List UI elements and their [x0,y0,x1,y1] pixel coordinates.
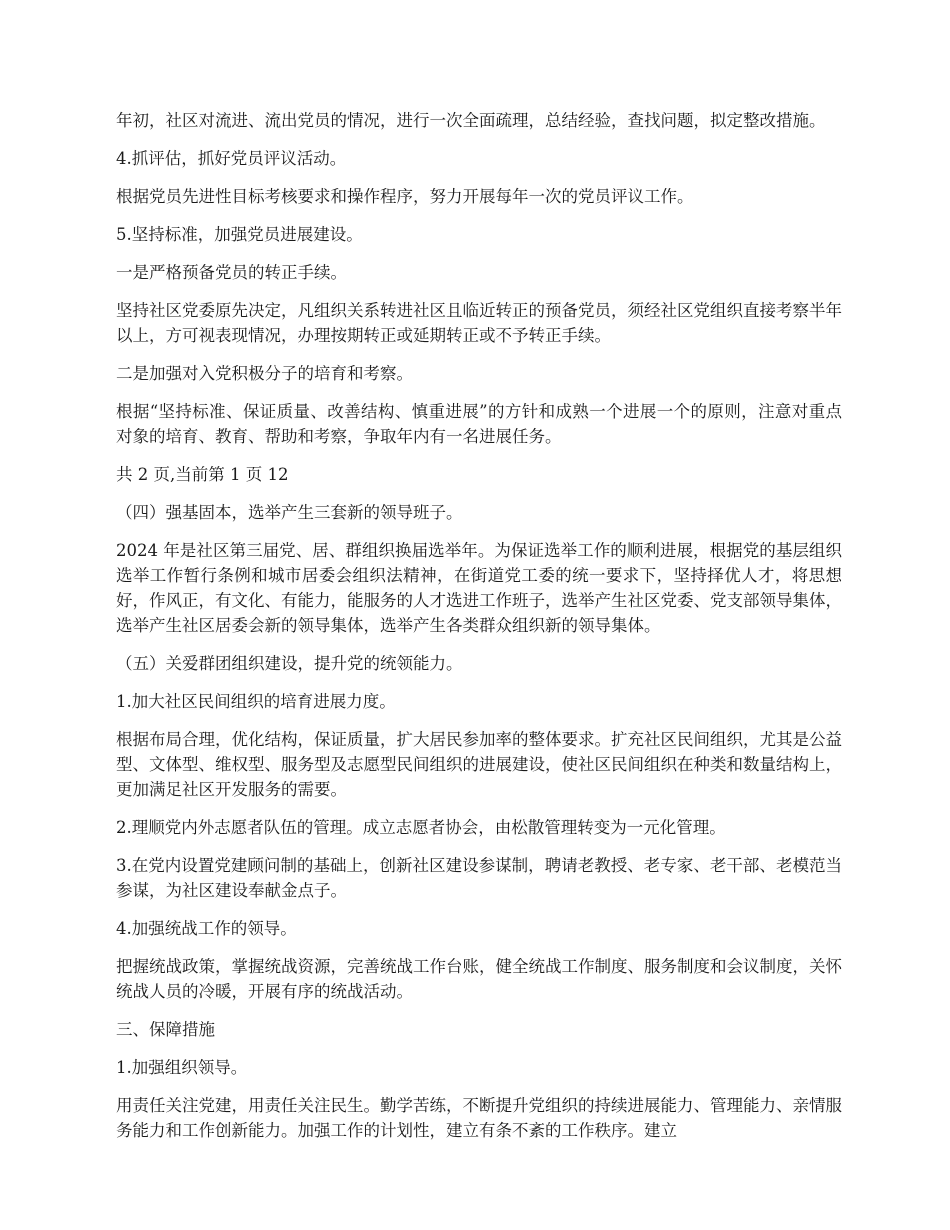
paragraph: 1.加强组织领导。 [116,1058,248,1077]
paragraph: （五）关爱群团组织建设，提升党的统领能力。 [116,654,463,673]
paragraph: 4.加强统战工作的领导。 [116,919,297,938]
paragraph: 坚持社区党委原先决定，凡组织关系转进社区且临近转正的预备党员，须经社区党组织直接考察半年以上，方可视表现情况，办理按期转正或延期转正或不予转正手续。 [116,301,842,345]
paragraph: 年初，社区对流进、流出党员的情况，进行一次全面疏理，总结经验，查找问题，拟定整改措施。 [116,111,826,130]
paragraph: 根据党员先进性目标考核要求和操作程序，努力开展每年一次的党员评议工作。 [116,187,694,206]
page-indicator: 共 2 页,当前第 1 页 12 [116,465,289,484]
paragraph: 4.抓评估，抓好党员评议活动。 [116,149,347,168]
paragraph: 根据布局合理，优化结构，保证质量，扩大居民参加率的整体要求。扩充社区民间组织，尤其是公益型、文体型、维权型、服务型及志愿型民间组织的进展建设，使社区民间组织在种类和数量结构上，更加满足社区开发服务的需要。 [116,730,842,799]
paragraph: 把握统战政策，掌握统战资源，完善统战工作台账，健全统战工作制度、服务制度和会议制度，关怀统战人员的冷暖，开展有序的统战活动。 [116,957,842,1001]
paragraph: 2.理顺党内外志愿者队伍的管理。成立志愿者协会，由松散管理转变为一元化管理。 [116,818,726,837]
paragraph: 3.在党内设置党建顾问制的基础上，创新社区建设参谋制，聘请老教授、老专家、老干部、老模范当参谋，为社区建设奉献金点子。 [116,856,842,900]
paragraph: 2024 年是社区第三届党、居、群组织换届选举年。为保证选举工作的顺利进展，根据党的基层组织选举工作暂行条例和城市居委会组织法精神，在街道党工委的统一要求下，坚持择优人才，将思想好，作风正，有文化、有能力，能服务的人才选进工作班子，选举产生社区党委、党支部领导集体，选举产生社区居委会新的领导集体，选举产生各类群众组织新的领导集体。 [116,541,842,635]
paragraph: 1.加大社区民间组织的培育进展力度。 [116,692,396,711]
paragraph: 一是严格预备党员的转正手续。 [116,263,347,282]
paragraph: 二是加强对入党积极分子的培育和考察。 [116,364,413,383]
section-heading: 三、保障措施 [116,1020,215,1039]
paragraph: 根据“坚持标准、保证质量、改善结构、慎重进展”的方针和成熟一个进展一个的原则，注意对重点对象的培育、教育、帮助和考察，争取年内有一名进展任务。 [116,402,842,446]
document-page [116,108,842,1156]
paragraph: 用责任关注党建，用责任关注民生。勤学苦练，不断提升党组织的持续进展能力、管理能力、亲情服务能力和工作创新能力。加强工作的计划性，建立有条不紊的工作秩序。建立 [116,1096,842,1140]
paragraph: （四）强基固本，选举产生三套新的领导班子。 [116,503,463,522]
paragraph: 5.坚持标准，加强党员进展建设。 [116,225,363,244]
